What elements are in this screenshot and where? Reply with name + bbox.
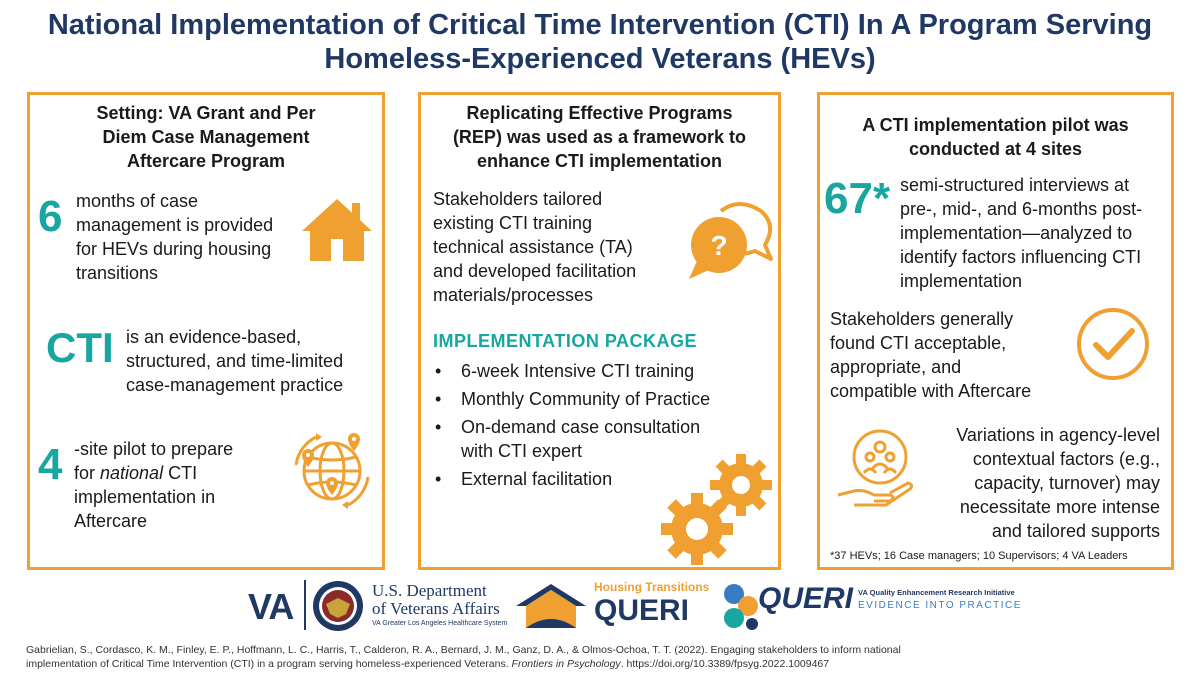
list-item	[431, 359, 771, 383]
citation-line: Gabrielian, S., Cordasco, K. M., Finley, E. P., Hoffmann, L. C., Harris, T., Calderon, R. A., Bernard, J. M., Ganz, D. A., & Olmos-Ochoa, T. T. (2022). Engaging stakeholders to inform national	[26, 644, 901, 656]
text-line: compatible with Aftercare	[830, 381, 1032, 401]
stat-cti-text	[126, 325, 386, 397]
text-line: found CTI acceptable,	[830, 333, 1007, 353]
stat-interviews-text	[900, 173, 1170, 293]
text-line: management is provided	[76, 215, 274, 235]
question-mark-glyph: ?	[710, 230, 728, 261]
interview-footnote: *37 HEVs; 16 Case managers; 10 Supervisors; 4 VA Leaders	[830, 550, 1128, 562]
panel-title-line: enhance CTI implementation	[476, 151, 723, 171]
panel-title-line: Aftercare Program	[126, 151, 286, 171]
checkmark-circle-icon	[1074, 305, 1152, 383]
queri-tagline-1: VA Quality Enhancement Research Initiative	[858, 588, 1015, 597]
text-line: Stakeholders tailored	[433, 189, 603, 209]
text-line: technical assistance (TA)	[433, 237, 633, 257]
panel-title-line: (REP) was used as a framework to	[452, 127, 747, 147]
text-line: existing CTI training	[433, 213, 593, 233]
panel-title-line: A CTI implementation pilot was	[862, 115, 1129, 135]
text-line: -site pilot to prepare	[74, 439, 234, 459]
stakeholders-tailored-text	[433, 187, 693, 307]
text-line: case-management practice	[126, 375, 344, 395]
text-line: implementation—analyzed to	[900, 223, 1133, 243]
text-line: Stakeholders generally	[830, 309, 1014, 329]
queri-wordmark: QUERI	[758, 582, 854, 615]
text-line: for HEVs during housing	[76, 239, 272, 259]
text-line: months of case	[76, 191, 199, 211]
queri-tagline-2: EVIDENCE INTO PRACTICE	[858, 600, 1022, 611]
citation-fragment: . https://doi.org/10.3389/fpsyg.2022.1009467	[620, 658, 830, 670]
emphasis-national: national	[100, 463, 164, 483]
setting-panel	[27, 92, 385, 570]
text-line: identify factors influencing CTI	[900, 247, 1142, 267]
pilot-panel-title	[820, 113, 1171, 161]
stat-cti-label: CTI	[46, 324, 114, 371]
list-item-text: On-demand case consultation	[461, 417, 701, 437]
gears-icon	[651, 445, 779, 567]
stat-six-months-number: 6	[38, 192, 63, 241]
panel-title-line: Diem Case Management	[102, 127, 310, 147]
page-title	[0, 8, 1200, 76]
text-line: and developed facilitation	[433, 261, 637, 281]
text-fragment: for	[74, 463, 101, 483]
va-department-name	[372, 582, 507, 630]
text-line: and tailored supports	[991, 521, 1160, 541]
text-line: capacity, turnover) may	[974, 473, 1160, 493]
text-line: necessitate more intense	[959, 497, 1160, 517]
variations-text	[920, 423, 1160, 543]
acceptability-text	[830, 307, 1070, 403]
dept-line: VA Greater Los Angeles Healthcare System	[372, 620, 508, 627]
stat-four-site-text	[74, 437, 294, 533]
logo-divider	[304, 580, 306, 630]
list-item-text: External facilitation	[461, 469, 613, 489]
housing-transitions-queri: QUERI	[594, 594, 690, 627]
text-line: contextual factors (e.g.,	[972, 449, 1160, 469]
speech-bubbles-icon	[681, 199, 775, 285]
housing-transitions-house-icon	[512, 582, 590, 630]
housing-transitions-label: Housing Transitions	[594, 580, 710, 594]
list-item-text: 6-week Intensive CTI training	[461, 361, 695, 381]
rep-panel-title	[421, 101, 778, 173]
logo-bar	[0, 578, 1200, 633]
text-line: implementation in	[74, 487, 216, 507]
dept-line: of Veterans Affairs	[372, 599, 500, 618]
citation-fragment: implementation of Critical Time Intervention (CTI) in a program serving homeless-experienced Veterans.	[26, 658, 512, 670]
text-fragment: CTI	[163, 463, 198, 483]
dept-line: U.S. Department	[372, 581, 487, 600]
text-line: Variations in agency-level	[956, 425, 1160, 445]
text-line: appropriate, and	[830, 357, 962, 377]
list-item	[431, 387, 771, 411]
implementation-package-heading: IMPLEMENTATION PACKAGE	[433, 331, 697, 351]
text-line: pre-, mid-, and 6-months post-	[900, 199, 1143, 219]
pilot-panel	[817, 92, 1174, 570]
globe-icon	[286, 425, 378, 517]
list-item-text: with CTI expert	[461, 441, 583, 461]
panel-title-line: Replicating Effective Programs	[466, 103, 733, 123]
panel-title-line: Setting: VA Grant and Per	[96, 103, 316, 123]
list-item-text: Monthly Community of Practice	[461, 389, 711, 409]
citation-journal: Frontiers in Psychology	[511, 658, 621, 670]
text-line: semi-structured interviews at	[900, 175, 1130, 195]
text-line: is an evidence-based,	[126, 327, 302, 347]
stat-six-months-text	[76, 189, 306, 285]
text-line: materials/processes	[433, 285, 594, 305]
text-line	[74, 461, 294, 485]
title-line-2: Homeless-Experienced Veterans (HEVs)	[324, 43, 876, 75]
va-wordmark: VA	[248, 586, 294, 627]
title-line-1: National Implementation of Critical Time Intervention (CTI) In A Program Serving	[47, 9, 1153, 41]
text-line: transitions	[76, 263, 159, 283]
stat-interviews-number: 67*	[824, 174, 891, 223]
citation-line	[26, 657, 1176, 671]
text-line: implementation	[900, 271, 1023, 291]
panel-title-line: conducted at 4 sites	[908, 139, 1083, 159]
house-icon	[300, 195, 374, 263]
citation	[26, 643, 1176, 671]
text-line: Aftercare	[74, 511, 148, 531]
text-line: structured, and time-limited	[126, 351, 344, 371]
hand-people-icon	[834, 425, 918, 511]
stat-four-site-number: 4	[38, 440, 63, 489]
setting-panel-title	[30, 101, 382, 173]
rep-framework-panel	[418, 92, 781, 570]
va-seal-icon	[312, 580, 364, 632]
